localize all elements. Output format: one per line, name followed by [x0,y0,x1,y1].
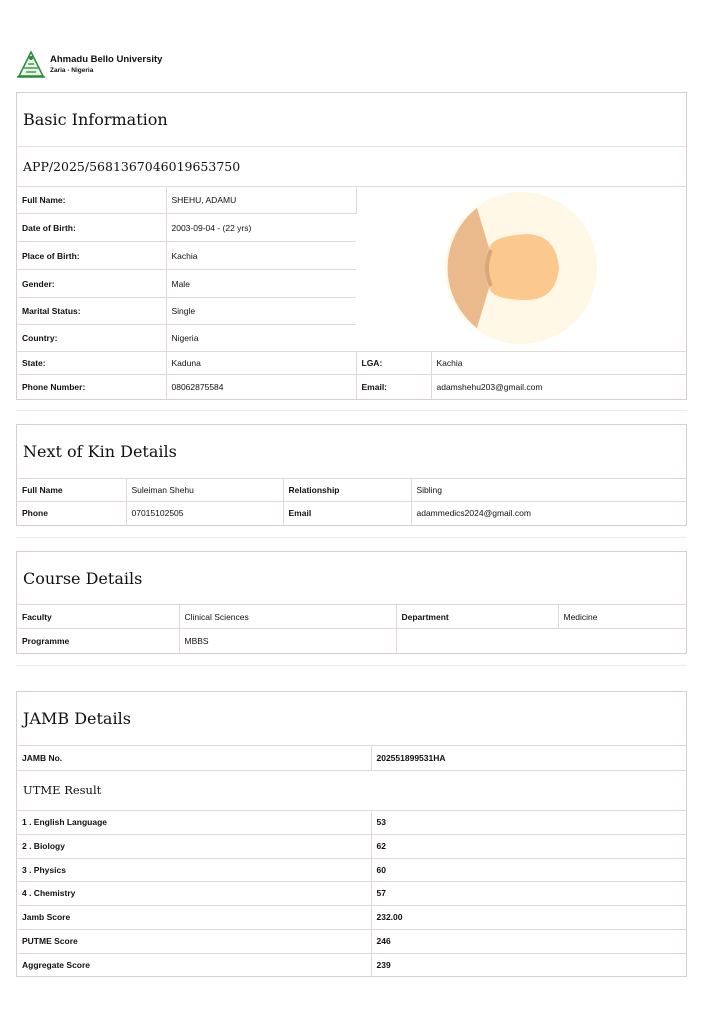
subject-label: 3 . Physics [17,858,371,881]
country-value: Nigeria [166,325,356,352]
kin-full-name-value: Suleiman Shehu [126,479,283,502]
state-value: Kaduna [166,352,356,375]
full-name-label: Full Name: [17,187,166,214]
email-label: Email: [356,375,431,399]
next-of-kin-section [16,424,687,526]
course-details-table [17,604,686,653]
dob-label: Date of Birth: [17,214,166,242]
section-title: Course Details [23,568,143,588]
kin-full-name-label: Full Name [17,479,126,502]
application-number: APP/2025/5681367046019653750 [23,159,241,174]
jamb-no-label: JAMB No. [17,746,371,770]
passport-photo [356,187,686,352]
course-details-section [16,551,687,654]
subject-label: 2 . Biology [17,834,371,858]
empty-cell [396,629,686,653]
phone-label: Phone Number: [17,375,166,399]
page-header [16,50,162,80]
avatar-icon [441,188,601,348]
basic-info-table [17,186,686,399]
faculty-label: Faculty [17,605,179,629]
subject-label: 4 . Chemistry [17,881,371,905]
dob-value: 2003-09-04 - (22 yrs) [166,214,356,242]
lga-value: Kachia [431,352,686,375]
aggregate-score-value: 239 [371,953,686,976]
divider [16,537,687,538]
kin-email-label: Email [283,502,411,525]
jamb-number-table [17,745,686,770]
subject-score: 57 [371,881,686,905]
aggregate-score-label: Aggregate Score [17,953,371,976]
kin-email-value: adammedics2024@gmail.com [411,502,686,525]
subject-score: 60 [371,858,686,881]
kin-phone-label: Phone [17,502,126,525]
marital-status-label: Marital Status: [17,298,166,325]
marital-status-value: Single [166,298,356,325]
table-row [17,810,686,834]
putme-score-value: 246 [371,929,686,953]
next-of-kin-table [17,478,686,525]
lga-label: LGA: [356,352,431,375]
jamb-no-value: 202551899531HA [371,746,686,770]
state-label: State: [17,352,166,375]
table-row [17,929,686,953]
basic-information-section [16,92,687,400]
divider [16,665,687,666]
gender-label: Gender: [17,270,166,298]
subject-score: 62 [371,834,686,858]
table-row [17,905,686,929]
utme-result-table [17,810,686,977]
place-of-birth-value: Kachia [166,242,356,270]
section-title: JAMB Details [23,709,131,728]
email-value: adamshehu203@gmail.com [431,375,686,399]
table-row [17,834,686,858]
kin-relationship-value: Sibling [411,479,686,502]
programme-label: Programme [17,629,179,653]
full-name-value: SHEHU, ADAMU [166,187,356,214]
department-label: Department [396,605,558,629]
jamb-score-label: Jamb Score [17,905,371,929]
subject-label: 1 . English Language [17,810,371,834]
jamb-details-section [16,691,687,977]
country-label: Country: [17,325,166,352]
department-value: Medicine [558,605,686,629]
place-of-birth-label: Place of Birth: [17,242,166,270]
putme-score-label: PUTME Score [17,929,371,953]
subject-score: 53 [371,810,686,834]
section-title: Basic Information [17,93,686,147]
phone-value: 08062875584 [166,375,356,399]
jamb-score-value: 232.00 [371,905,686,929]
university-location: Zaria - Nigeria [50,67,94,74]
kin-relationship-label: Relationship [283,479,411,502]
kin-phone-value: 07015102505 [126,502,283,525]
university-logo-icon [16,50,46,80]
table-row [17,953,686,976]
faculty-value: Clinical Sciences [179,605,396,629]
table-row [17,881,686,905]
section-title: Next of Kin Details [23,442,177,461]
table-row [17,858,686,881]
gender-value: Male [166,270,356,298]
university-name: Ahmadu Bello University [50,54,163,65]
programme-value: MBBS [179,629,396,653]
divider [16,410,687,411]
utme-result-title: UTME Result [17,770,686,810]
